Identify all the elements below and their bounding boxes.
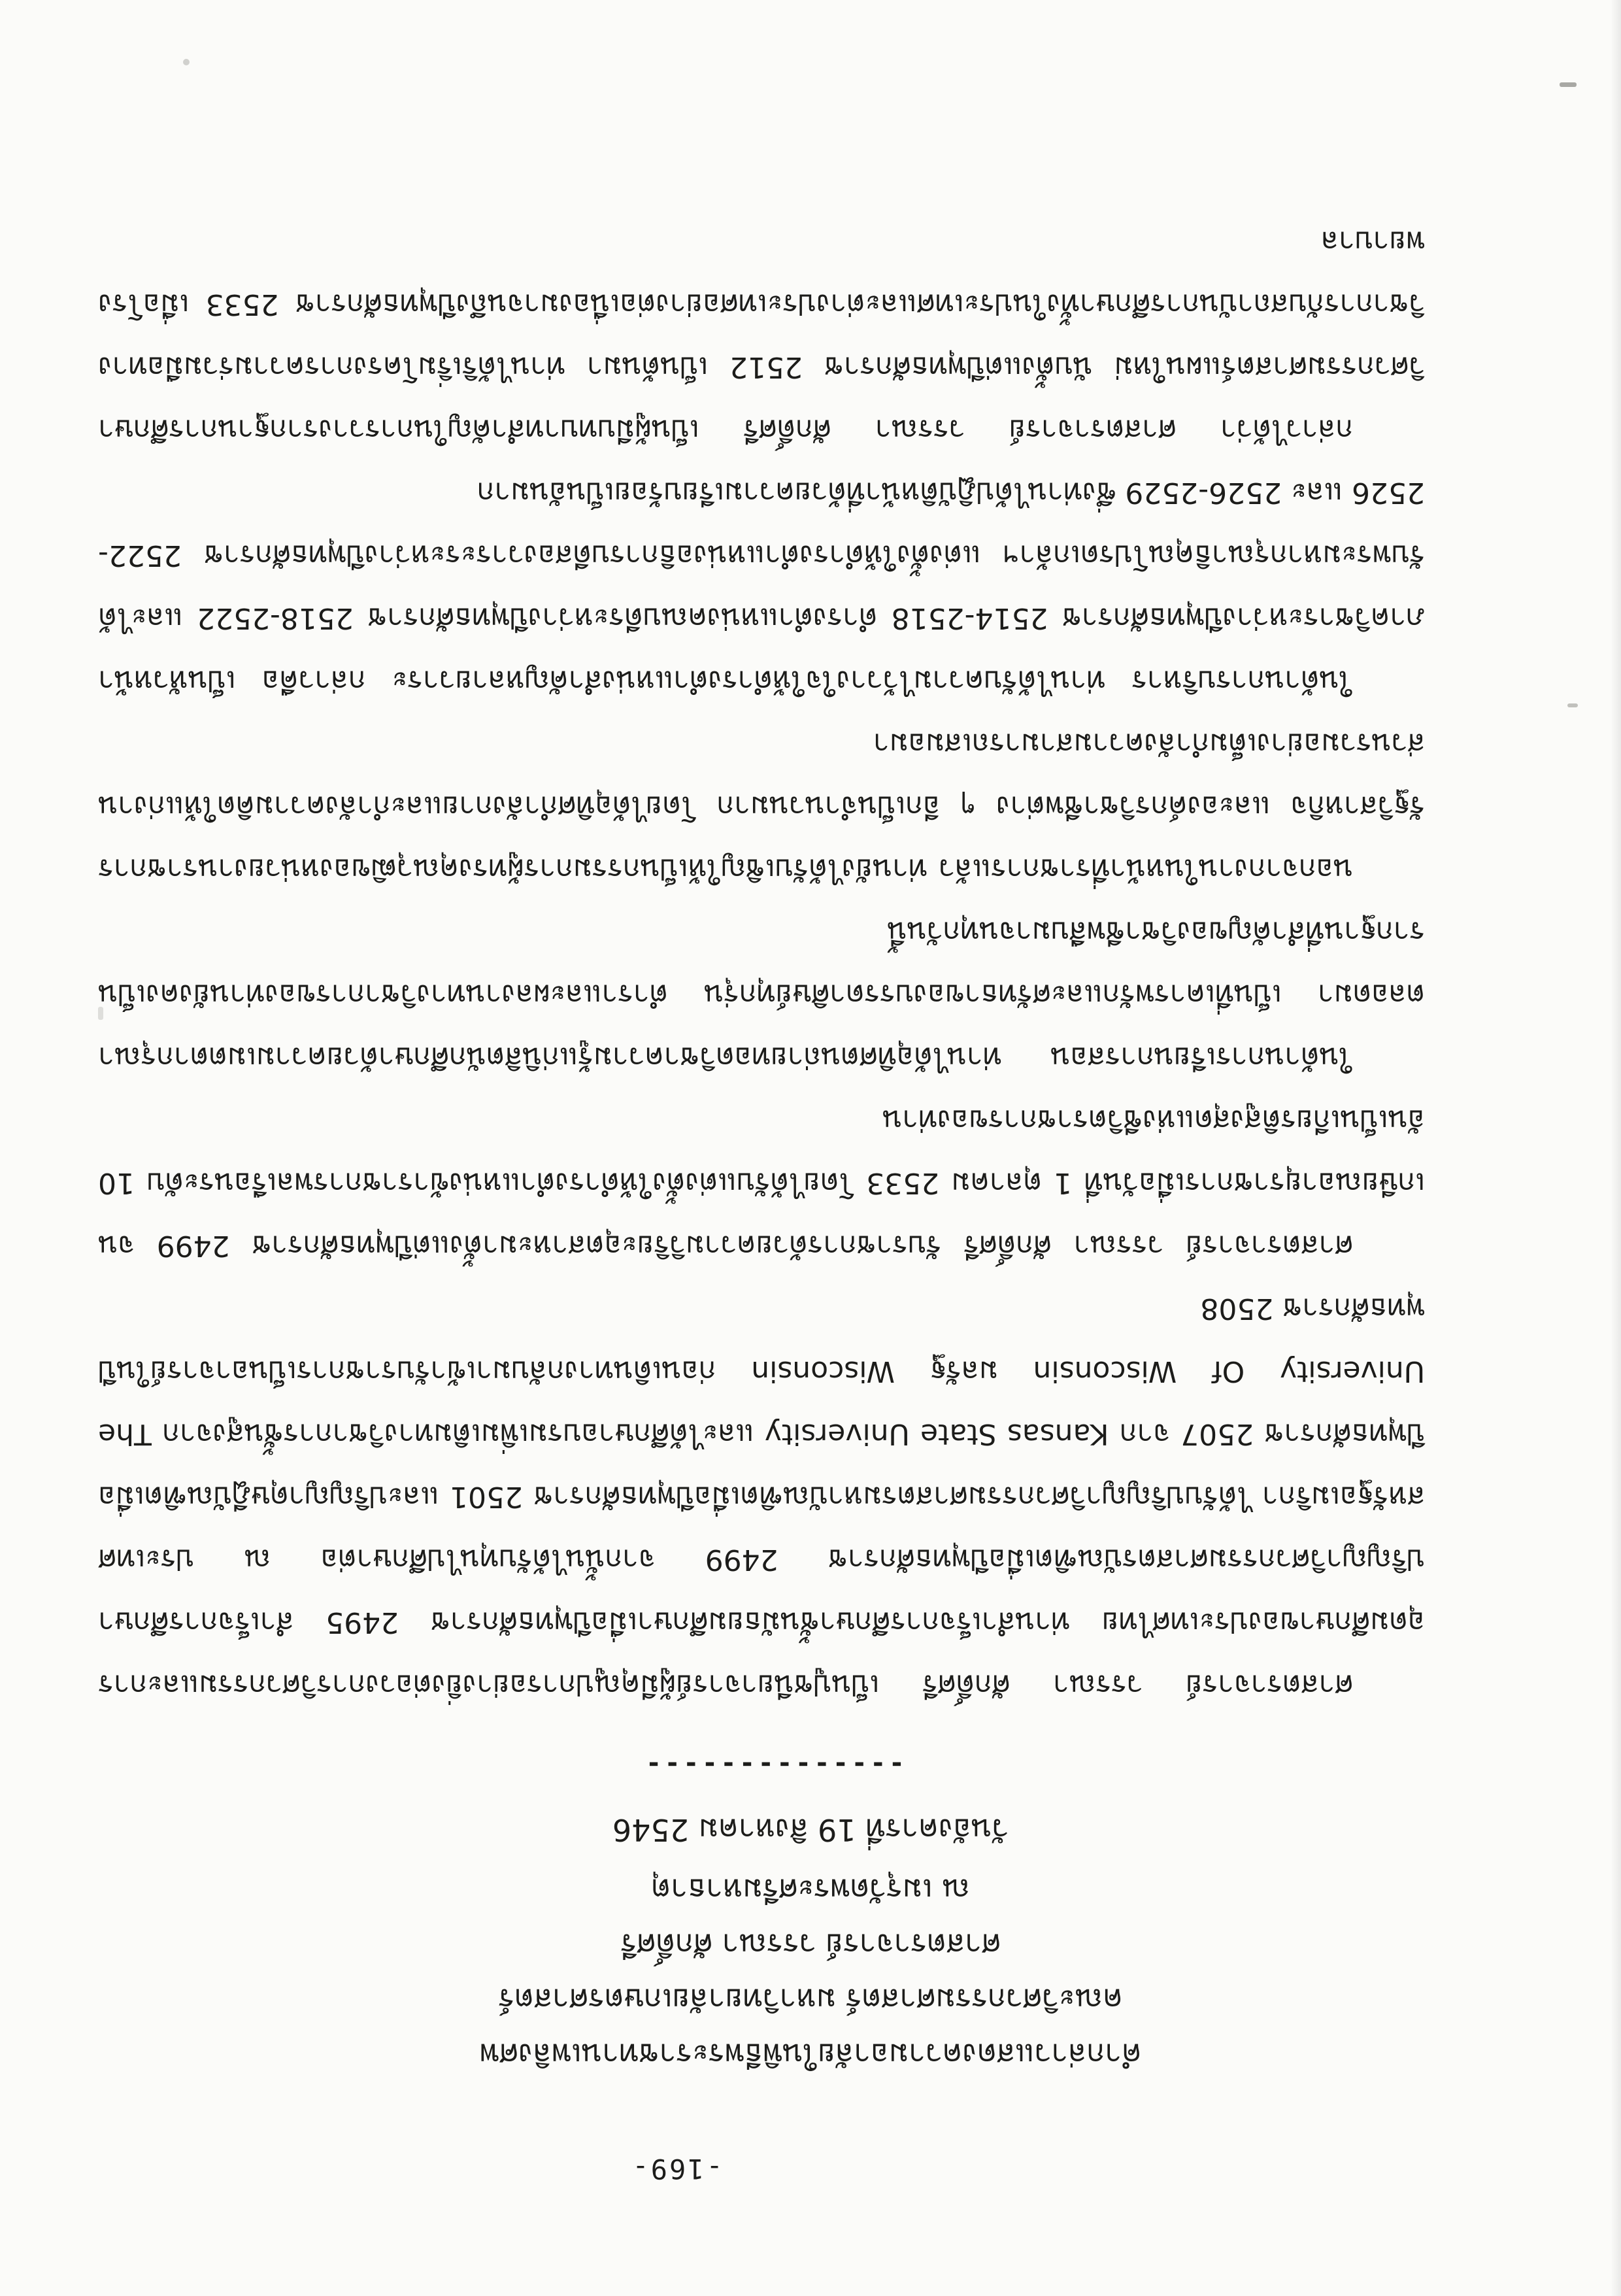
- date-line: วันอังคารที่ 19 สิงหาคม 2546: [612, 1812, 1009, 1848]
- paragraph: กล่าวได้ว่า ศาสตราจารย์ วรรณา ศักดิ์ศรี เป็นผู้มีบทบาทสำคัญในการวางรากฐานการศึกษาวิศวกรรมศาสตร์แผนใหม่ นับตั้งแต่ปีพุทธศักราช 2512 เป็นต้นมา ท่านได้ริเริ่มโครงการความร่วมมือทางวิชาการกับสถาบันการศึกษาทั้งในประเทศและต่างประเทศอย่างต่อเนื่องมาจนถึงปีพุทธศักราช 2533 เมื่อโรงพยาบาล: [98, 225, 1425, 447]
- page-number: -169-: [630, 2153, 723, 2185]
- paragraph: ในด้านการบริหาร ท่านได้รับความไว้วางใจให้ดำรงตำแหน่งสำคัญหลายวาระ กล่าวคือ เป็นหัวหน้าภาควิชาระหว่างปีพุทธศักราช 2514-2518 ดำรงตำแหน่งคณบดีระหว่างปีพุทธศักราช 2518-2522 และได้รับพระมหากรุณาธิคุณโปรดเกล้าฯ แต่งตั้งให้ดำรงตำแหน่งอธิการบดีสองวาระระหว่างปีพุทธศักราช 2522-2526 และ 2526-2529 ซึ่งท่านได้ปฏิบัติหน้าที่ด้วยความเรียบร้อยเป็นอันมาก: [98, 476, 1425, 698]
- eulogy-heading-line: คำกล่าวแสดงความอาลัยในพิธีพระราชทานเพลิงศพ: [479, 2037, 1142, 2072]
- dashed-separator: --------------: [640, 1750, 903, 1780]
- paragraph: ในด้านการเรียนการสอน ท่านได้อุทิศตนถ่ายทอดวิชาความรู้แก่นิสิตนักศึกษาด้วยความเมตตากรุณาตลอดมา เป็นที่เคารพรักและศรัทธาของบรรดาศิษย์ทุกรุ่น ตำราและผลงานทางวิชาการของท่านยังคงเป็นรากฐานที่สำคัญของวิชาชีพสืบมาจนทุกวันนี้: [98, 915, 1425, 1074]
- paragraph: นอกจากงานในหน้าที่ราชการแล้ว ท่านยังได้รับเชิญให้เป็นกรรมการผู้ทรงคุณวุฒิของหน่วยงานราชการ รัฐวิสาหกิจ และองค์กรวิชาชีพต่าง ๆ อีกเป็นจำนวนมาก โดยได้อุทิศกำลังกายและกำลังความคิดให้แก่งานส่วนรวมอย่างเต็มกำลังความสามารถเสมอมา: [98, 727, 1425, 886]
- body-text: [98, 210, 1425, 1716]
- venue-line: ณ เมรุวัดพระศรีมหาธาตุ: [651, 1872, 970, 1908]
- deceased-name-line: ศาสตราจารย์ วรรณา ศักดิ์ศรี: [620, 1927, 1001, 1963]
- host-organization-line: คณะวิศวกรรมศาสตร์ มหาวิทยาลัยเกษตรศาสตร์: [498, 1982, 1123, 2017]
- title-block: [0, 1802, 1621, 2082]
- paragraph: ศาสตราจารย์ วรรณา ศักดิ์ศรี เป็นปูชนียาจารย์ผู้มีคุณูปการอย่างยิ่งต่อวงการวิศวกรรมและการอุดมศึกษาของประเทศไทย ท่านสำเร็จการศึกษาชั้นมัธยมศึกษาเมื่อปีพุทธศักราช 2495 สำเร็จการศึกษาปริญญาวิศวกรรมศาสตรบัณฑิตเมื่อปีพุทธศักราช 2499 จากนั้นได้รับทุนไปศึกษาต่อ ณ ประเทศสหรัฐอเมริกา ได้รับปริญญาวิศวกรรมศาสตรมหาบัณฑิตเมื่อปีพุทธศักราช 2501 และปริญญาดุษฎีบัณฑิตเมื่อปีพุทธศักราช 2507 จาก Kansas State University และได้ศึกษาอบรมเพิ่มเติมทางวิชาการชั้นสูงจาก The University Of Wisconsin มลรัฐ Wisconsin ก่อนเดินทางกลับมาเข้ารับราชการเป็นอาจารย์ในปีพุทธศักราช 2508: [98, 1292, 1425, 1702]
- paragraph: ศาสตราจารย์ วรรณา ศักดิ์ศรี รับราชการด้วยความวิริยะอุตสาหะมาตั้งแต่ปีพุทธศักราช 2499 จนเกษียณอายุราชการเมื่อวันที่ 1 ตุลาคม 2533 โดยได้รับแต่งตั้งให้ดำรงตำแหน่งข้าราชการพลเรือนระดับ 10 อันเป็นเกียรติสูงสุดแห่งชีวิตราชการของท่าน: [98, 1104, 1425, 1262]
